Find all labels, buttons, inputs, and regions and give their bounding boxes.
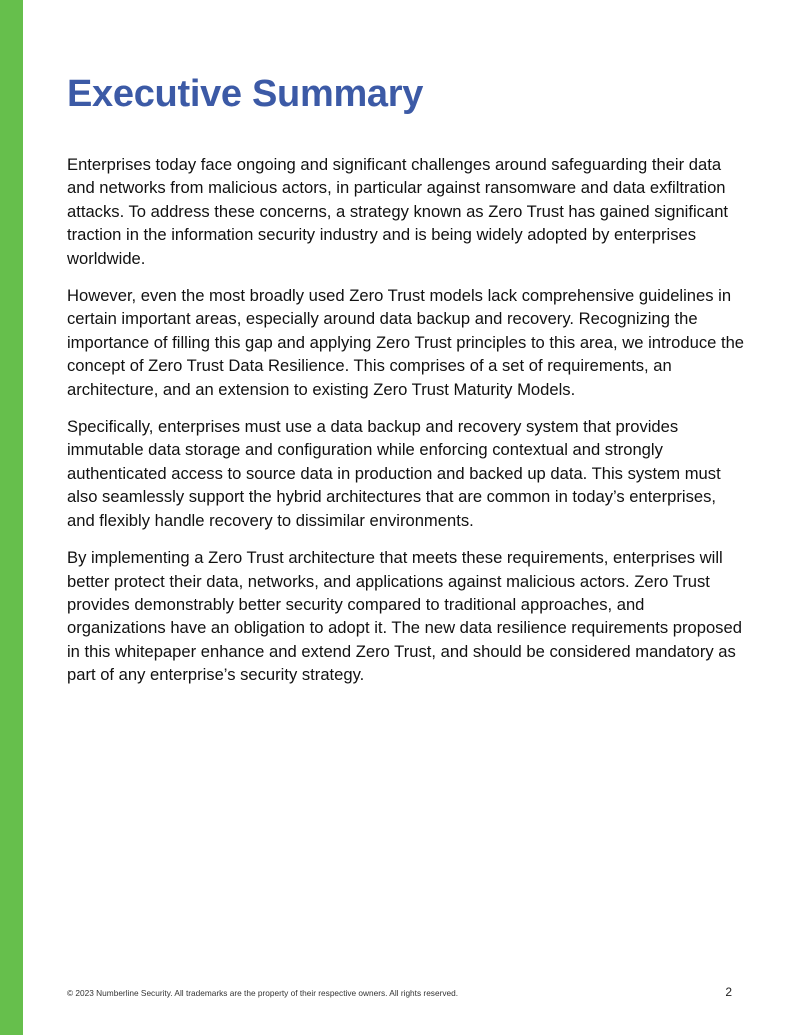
paragraph: However, even the most broadly used Zero Trust models lack comprehensive guidelines in certain important areas, especially around data backup and recovery. Recognizing the importance of filling this gap and applying Zero Trust principles to this area, we introduce the concept of Zero Trust Data Resilience. This comprises of a set of requirements, an architecture, and an extension to existing Zero Trust Maturity Models. — [67, 286, 745, 399]
body-text — [67, 153, 747, 687]
left-accent-bar — [0, 0, 23, 1035]
page-title: Executive Summary — [67, 73, 424, 115]
footer-copyright: © 2023 Numberline Security. All trademarks are the property of their respective owners. All rights reserved. — [67, 988, 459, 998]
page-number: 2 — [725, 985, 732, 999]
paragraph: Enterprises today face ongoing and significant challenges around safeguarding their data and networks from malicious actors, in particular against ransomware and data exfiltration attacks. To address these concerns, a strategy known as Zero Trust has gained significant traction in the information security industry and is being widely adopted by enterprises worldwide. — [67, 155, 729, 268]
paragraph: By implementing a Zero Trust architecture that meets these requirements, enterprises will better protect their data, networks, and applications against malicious actors. Zero Trust provides demonstrably better security compared to traditional approaches, and organizations have an obligation to adopt it. The new data resilience requirements proposed in this whitepaper enhance and extend Zero Trust, and should be considered mandatory as part of any enterprise’s security strategy. — [67, 548, 742, 685]
page-content — [67, 68, 747, 701]
paragraph: Specifically, enterprises must use a data backup and recovery system that provides immutable data storage and configuration while enforcing contextual and strongly authenticated access to source data in production and backed up data. This system must also seamlessly support the hybrid architectures that are common in today’s enterprises, and flexibly handle recovery to dissimilar environments. — [67, 417, 721, 530]
